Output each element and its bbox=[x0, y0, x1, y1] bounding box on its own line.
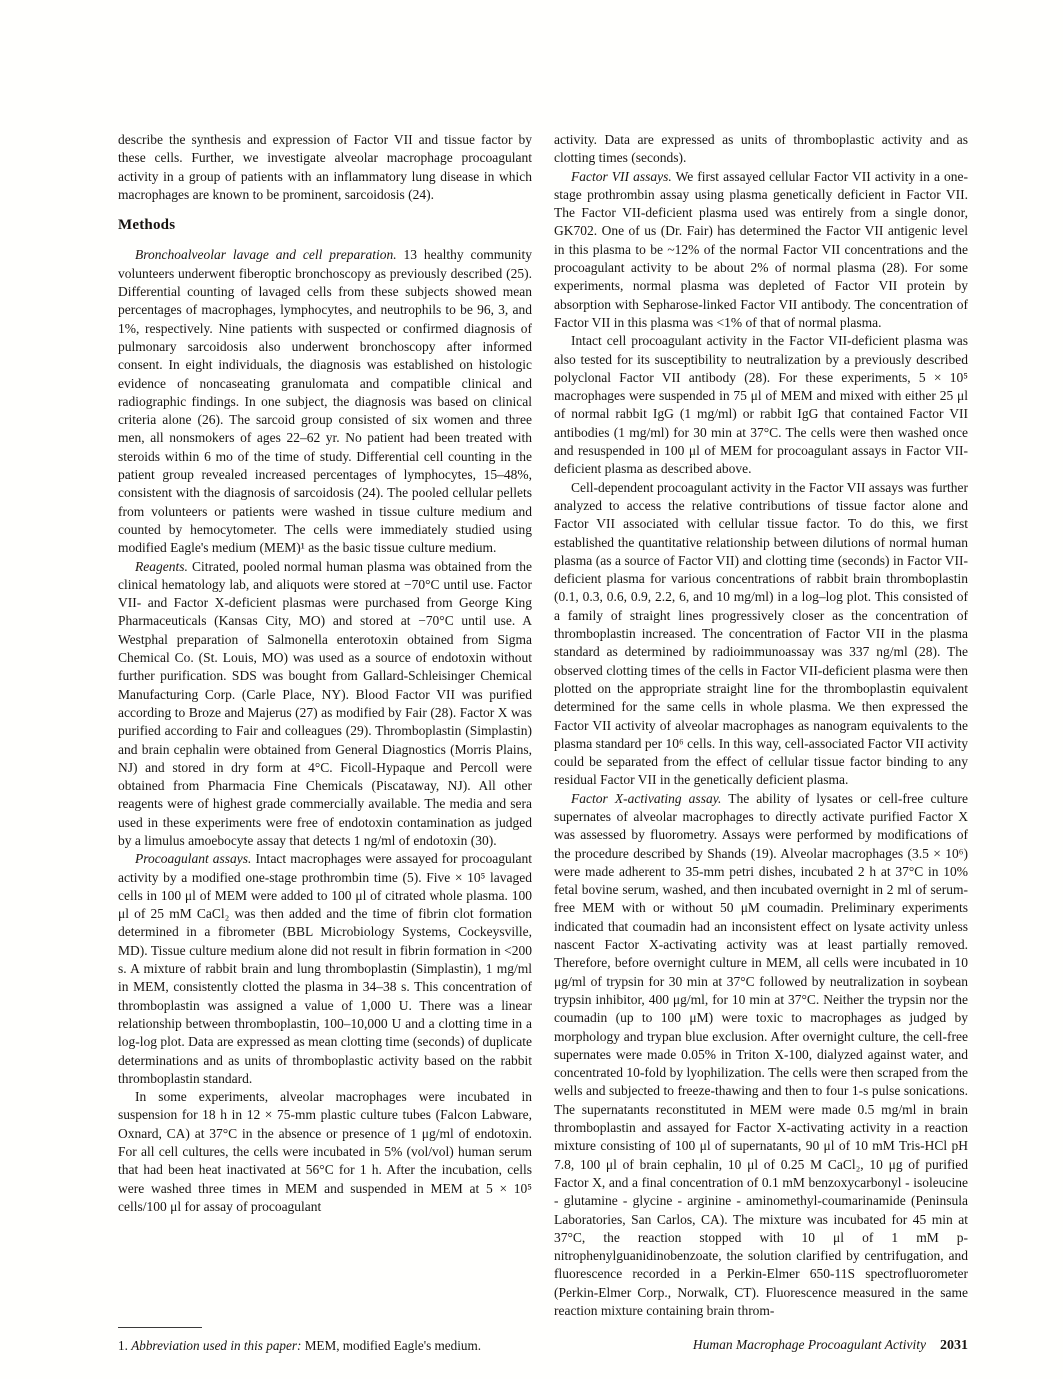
paragraph-procoagulant-assays bbox=[118, 850, 532, 1088]
paragraph-text: Cell-dependent procoagulant activity in the Factor VII assays was further analyzed to access the relative contributions of tissue factor alone and Factor VII associated with cellular tissue factor. To do this, we first established the quantitative relationship between dilutions of normal human plasma (as a source of Factor VII) and clotting time (seconds) in Factor VII-deficient plasma for various concentrations of rabbit brain thromboplastin (0.1, 0.3, 0.6, 0.9, 2.2, 6, and 10 mg/ml) in a log–log plot. This consisted of a family of straight lines progressively closer as the concentration of thromboplastin increased. The concentration of Factor VII in the plasma standard as determined by radioimmunoassay was 337 ng/ml (28). The observed clotting times of the cells in Factor VII-deficient plasma were then plotted on the appropriate straight line for the thromboplastin equivalent determined for the same cells in whole plasma. We then expressed the Factor VII activity of alveolar macrophages as nanogram equivalents to the plasma standard per 10⁶ cells. In this way, cell-associated Factor VII activity could be separated from the effect of cellular tissue factor binding to any residual Factor VII in the genetically deficient plasma. bbox=[554, 479, 968, 788]
footnote-text bbox=[118, 1337, 532, 1355]
paragraph-continuation: activity. Data are expressed as units of thromboplastic activity and as clotting times (seconds). bbox=[554, 132, 968, 166]
footnote-divider bbox=[118, 1327, 202, 1328]
left-column-body bbox=[118, 131, 532, 1216]
paragraph-text: Intact cell procoagulant activity in the Factor VII-deficient plasma was also tested for its susceptibility to neutralization by a previously described polyclonal Factor VII antibody (28). For these experiments, 5 × 10⁵ macrophages were suspended in 75 μl of MEM and mixed with either 25 μl of normal rabbit IgG (1 mg/ml) or rabbit IgG that contained Factor VII antibodies (1 mg/ml) for 30 min at 37°C. The cells were then washed once and resuspended in 100 μl of MEM for procoagulant assays in Factor VII-deficient plasma as described above. bbox=[554, 333, 968, 477]
paragraph-cell-dependent bbox=[554, 479, 968, 790]
footnote-marker: 1. bbox=[118, 1338, 132, 1354]
paragraph-factor-vii-assays bbox=[554, 168, 968, 333]
paragraph-lead: Procoagulant assays. bbox=[135, 851, 252, 867]
paragraph-text: In some experiments, alveolar macrophages were incubated in suspension for 18 h in 12 × 75-mm plastic culture tubes (Falcon Labware, Oxnard, CA) at 37°C in the absence or presence of 1 μg/ml of endotoxin. For all cell cultures, the cells were incubated in 5% (vol/vol) human serum that had been heat inactivated at 56°C for 1 h. After the incubation, cells were washed three times in MEM and suspended in MEM at 5 × 10⁵ cells/100 μl for assay of procoagulant bbox=[118, 1089, 532, 1214]
page-footer bbox=[554, 1336, 968, 1355]
left-column bbox=[118, 131, 532, 1356]
paragraph-incubation bbox=[118, 1088, 532, 1216]
paragraph-factor-x-assay bbox=[554, 790, 968, 1321]
paragraph-text: Citrated, pooled normal human plasma was obtained from the clinical hematology lab, and aliquots were stored at −70°C until use. Factor VII- and Factor X-deficient plasmas were purchased from George King Pharmaceuticals (Kansas City, MO) and stored at −70°C until use. A Westphal preparation of Salmonella enterotoxin obtained from Sigma Chemical Co. (St. Louis, MO) was used as a source of endotoxin without further purification. SDS was bought from Gallard-Schleisinger Chemical Manufacturing Corp. (Carle Place, NY). Blood Factor VII was purified according to Broze and Majerus (27) as modified by Fair (28). Factor X was purified according to Fair and colleagues (29). Thromboplastin (Simplastin) and brain cephalin were obtained from General Diagnostics (Morris Plains, NJ) and stored in dry form at 4°C. Ficoll-Hypaque and Percoll were obtained from Pharmacia Fine Chemicals (Piscataway, NJ). All other reagents were of highest grade commercially available. The media and sera used in these experiments were free of endotoxin contamination as judged by a limulus amoebocyte assay that detects 1 ng/ml of endotoxin (30). bbox=[118, 558, 532, 848]
paragraph-lavage bbox=[118, 246, 532, 557]
paragraph-lead: Factor VII assays. bbox=[571, 168, 672, 184]
running-title: Human Macrophage Procoagulant Activity bbox=[692, 1337, 926, 1353]
paragraph-text: 13 healthy community volunteers underwent fiberoptic bronchoscopy as previously described (25). Differential counting of lavaged cells from these subjects showed mean percentages of macrophages, lymphocytes, and neutrophils to be 96, 3, and 1%, respectively. Nine patients with suspected or confirmed diagnosis of pulmonary sarcoidosis also underwent bronchoscopy after informed consent. In eight individuals, the diagnosis was established on histologic evidence of noncaseating granulomata and compatible clinical and radiographic findings. In one subject, the diagnosis was based on clinical criteria alone (26). The sarcoid group consisted of six women and three men, all nonsmokers of ages 22–62 yr. No patient had been treated with steroids within 6 mo of the time of study. Differential cell counting in the patient group revealed increased percentages of lymphocytes, 15–48%, consistent with the diagnosis of sarcoidosis (24). The pooled cellular pellets from volunteers or patients were washed in tissue culture medium and counted by hemocytometer. The cells were immediately studied using modified Eagle's medium (MEM)¹ as the basic tissue culture medium. bbox=[118, 247, 533, 556]
right-column bbox=[554, 131, 968, 1356]
methods-heading: Methods bbox=[118, 217, 176, 234]
paragraph-lead: Reagents. bbox=[135, 558, 188, 574]
footnote bbox=[118, 1301, 532, 1355]
footnote-lead: Abbreviation used in this paper: bbox=[131, 1338, 302, 1354]
page-number: 2031 bbox=[940, 1338, 968, 1354]
footnote-body: MEM, modified Eagle's medium. bbox=[301, 1338, 482, 1354]
paragraph-reagents bbox=[118, 558, 532, 851]
paragraph-lead: Factor X-activating assay. bbox=[571, 790, 722, 806]
paragraph-text: We first assayed cellular Factor VII activity in a one-stage prothrombin assay using plasma genetically deficient in Factor VII. The Factor VII-deficient plasma used was entirely from a single donor, GK702. One of us (Dr. Fair) has determined the Factor VII antigenic level in this plasma to be ~12% of the normal Factor VII concentrations and the procoagulant activity to be about 2% of normal plasma (28). For some experiments, normal plasma was depleted of Factor VII protein by absorption with Sepharose-linked Factor VII antibody. The concentration of Factor VII in this plasma was <1% of that of normal plasma. bbox=[554, 168, 968, 330]
paragraph-continuation: describe the synthesis and expression of Factor VII and tissue factor by these cells. Further, we investigate alveolar macrophage procoagulant activity in a group of patients with an inflammatory lung disease in which macrophages are known to be prominent, sarcoidosis (24). bbox=[118, 132, 532, 202]
paragraph-lead: Bronchoalveolar lavage and cell preparation. bbox=[135, 247, 397, 263]
paragraph-text: Intact macrophages were assayed for procoagulant activity by a modified one-stage prothrombin time (5). Five × 10⁵ lavaged cells in 100 μl of MEM were added to 100 μl of citrated whole plasma. 100 μl of 25 mM CaCl₂ was then added and the time of fibrin clot formation determined in a fibrometer (BBL Microbiology Systems, Cockeysville, MD). Tissue culture medium alone did not result in fibrin formation in <200 s. A mixture of rabbit brain and lung thromboplastin (Simplastin), 1 mg/ml in MEM, consistently clotted the plasma in 34–38 s. This concentration of thromboplastin was assigned a value of 1,000 U. There was a linear relationship between thromboplastin, 100–10,000 U and a clotting time in a log-log plot. Data are expressed as mean clotting time (seconds) of duplicate determinations and as units of thromboplastic activity based on the rabbit thromboplastin standard. bbox=[118, 851, 532, 1086]
paragraph-intact-cell bbox=[554, 332, 968, 478]
paragraph-text: The ability of lysates or cell-free culture supernates of alveolar macrophages to directly activate purified Factor X was assessed by fluorometry. Assays were performed by modifications of the procedure described by Shands (19). Alveolar macrophages (3.5 × 10⁶) were made adherent to 35-mm petri dishes, incubated 2 h at 37°C in 10% fetal bovine serum, washed, and then incubated overnight in 2 ml of serum-free MEM with or without 50 μM coumadin. Preliminary experiments indicated that coumadin had an inconsistent effect on lysate activity unless nascent Factor X-activating activity was at least partially removed. Therefore, before overnight culture in MEM, all cells were incubated in 10 μg/ml of trypsin for 30 min at 37°C followed by neutralization in soybean trypsin inhibitor, 400 μg/ml, for 10 min at 37°C. Neither the trypsin nor the coumadin (up to 100 μM) were toxic to macrophages as judged by morphology and trypan blue exclusion. After overnight culture, the cell-free supernates were made 0.05% in Triton X-100, dialyzed against water, and concentrated 10-fold by lyophilization. The cells were then scraped from the wells and subjected to freeze-thawing and then to four 1-s pulse sonications. The supernatants reconstituted in MEM were made 0.5 mg/ml in brain thromboplastin and assayed for Factor X-activating activity in a reaction mixture consisting of 100 μl of supernatants, 90 μl of 10 mM Tris-HCl pH 7.8, 100 μl of brain cephalin, 10 μl of 0.25 M CaCl₂, 10 μg of purified Factor X, and a final concentration of 0.1 mM benzoxycarbonyl - isoleucine - glutamine - glycine - arginine - aminomethyl-coumarinamide (Peninsula Laboratories, San Carlos, CA). The mixture was incubated for 45 min at 37°C, the reaction stopped with 10 μl of 1 mM p-nitrophenylguanidinobenzoate, the solution clarified by centrifugation, and fluorescence recorded in a Perkin-Elmer 650-11S spectrofluorometer (Perkin-Elmer Corp., Norwalk, CT). Fluorescence measured in the same reaction mixture containing brain throm- bbox=[554, 790, 968, 1318]
